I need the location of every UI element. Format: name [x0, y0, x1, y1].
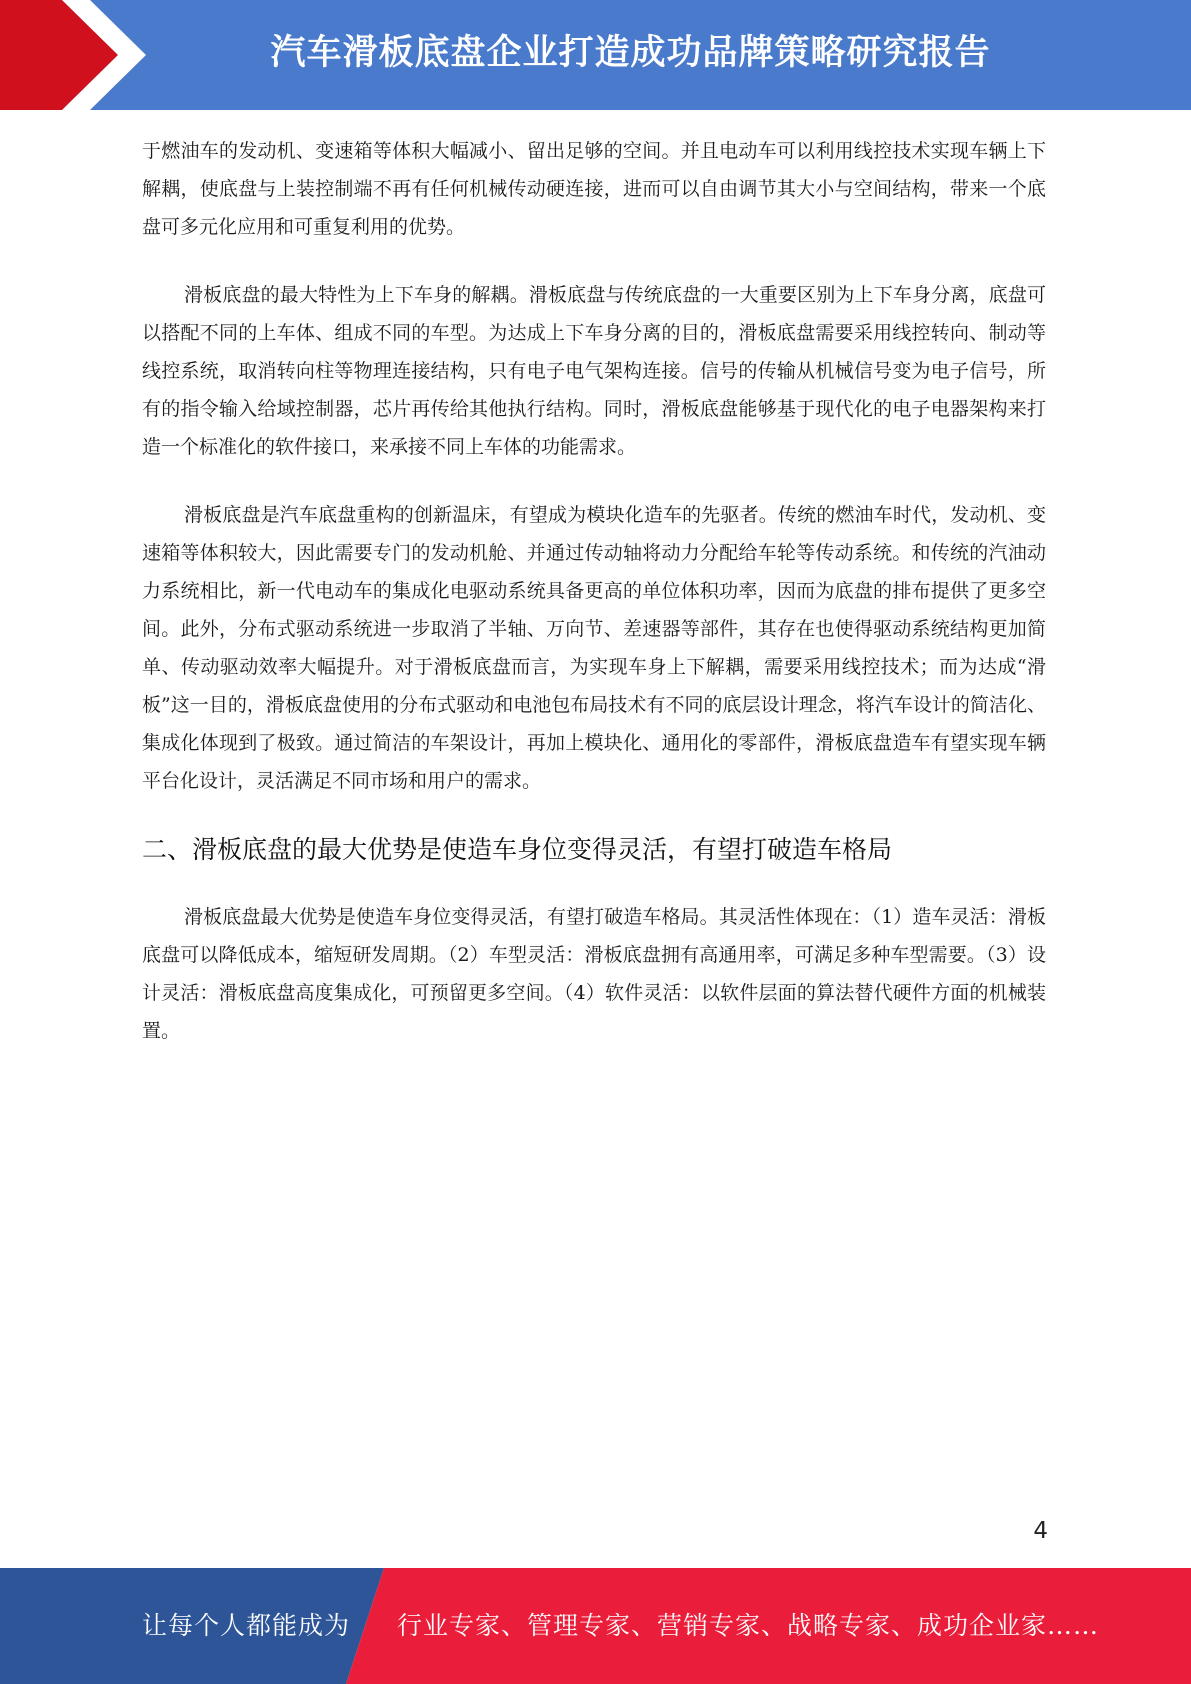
- footer-banner: [0, 1568, 1191, 1684]
- page-number: 4: [1033, 1518, 1048, 1544]
- page-content: [142, 132, 1046, 1080]
- header-chevron-graphic: [0, 0, 150, 110]
- report-title: 汽车滑板底盘企业打造成功品牌策略研究报告: [270, 33, 991, 73]
- header-banner: [0, 0, 1191, 110]
- footer-slogan-right: 行业专家、管理专家、营销专家、战略专家、成功企业家……: [397, 1611, 1100, 1640]
- body-paragraph: 滑板底盘是汽车底盘重构的创新温床，有望成为模块化造车的先驱者。传统的燃油车时代，发动机、变速箱等体积较大，因此需要专门的发动机舱、并通过传动轴将动力分配给车轮等传动系统。和传统的汽油动力系统相比，新一代电动车的集成化电驱动系统具备更高的单位体积功率，因而为底盘的排布提供了更多空间。此外，分布式驱动系统进一步取消了半轴、万向节、差速器等部件，其存在也使得驱动系统结构更加简单、传动驱动效率大幅提升。对于滑板底盘而言，为实现车身上下解耦，需要采用线控技术；而为达成“滑板”这一目的，滑板底盘使用的分布式驱动和电池包布局技术有不同的底层设计理念，将汽车设计的简洁化、集成化体现到了极致。通过简洁的车架设计，再加上模块化、通用化的零部件，滑板底盘造车有望实现车辆平台化设计，灵活满足不同市场和用户的需求。: [142, 504, 1046, 792]
- section-heading: 二、滑板底盘的最大优势是使造车身位变得灵活，有望打破造车格局: [142, 835, 893, 864]
- body-paragraph: 于燃油车的发动机、变速箱等体积大幅减小、留出足够的空间。并且电动车可以利用线控技术实现车辆上下解耦，使底盘与上装控制端不再有任何机械传动硬连接，进而可以自由调节其大小与空间结构，带来一个底盘可多元化应用和可重复利用的优势。: [142, 140, 1046, 238]
- footer-slogan-left: 让每个人都能成为: [142, 1611, 351, 1640]
- body-paragraph: 滑板底盘的最大特性为上下车身的解耦。滑板底盘与传统底盘的一大重要区别为上下车身分离，底盘可以搭配不同的上车体、组成不同的车型。为达成上下车身分离的目的，滑板底盘需要采用线控转向、制动等线控系统，取消转向柱等物理连接结构，只有电子电气架构连接。信号的传输从机械信号变为电子信号，所有的指令输入给域控制器，芯片再传给其他执行结构。同时，滑板底盘能够基于现代化的电子电器架构来打造一个标准化的软件接口，来承接不同上车体的功能需求。: [142, 284, 1046, 458]
- body-paragraph: 滑板底盘最大优势是使造车身位变得灵活，有望打破造车格局。其灵活性体现在：（1）造车灵活：滑板底盘可以降低成本，缩短研发周期。（2）车型灵活：滑板底盘拥有高通用率，可满足多种车型需要。（3）设计灵活：滑板底盘高度集成化，可预留更多空间。（4）软件灵活：以软件层面的算法替代硬件方面的机械装置。: [142, 906, 1046, 1042]
